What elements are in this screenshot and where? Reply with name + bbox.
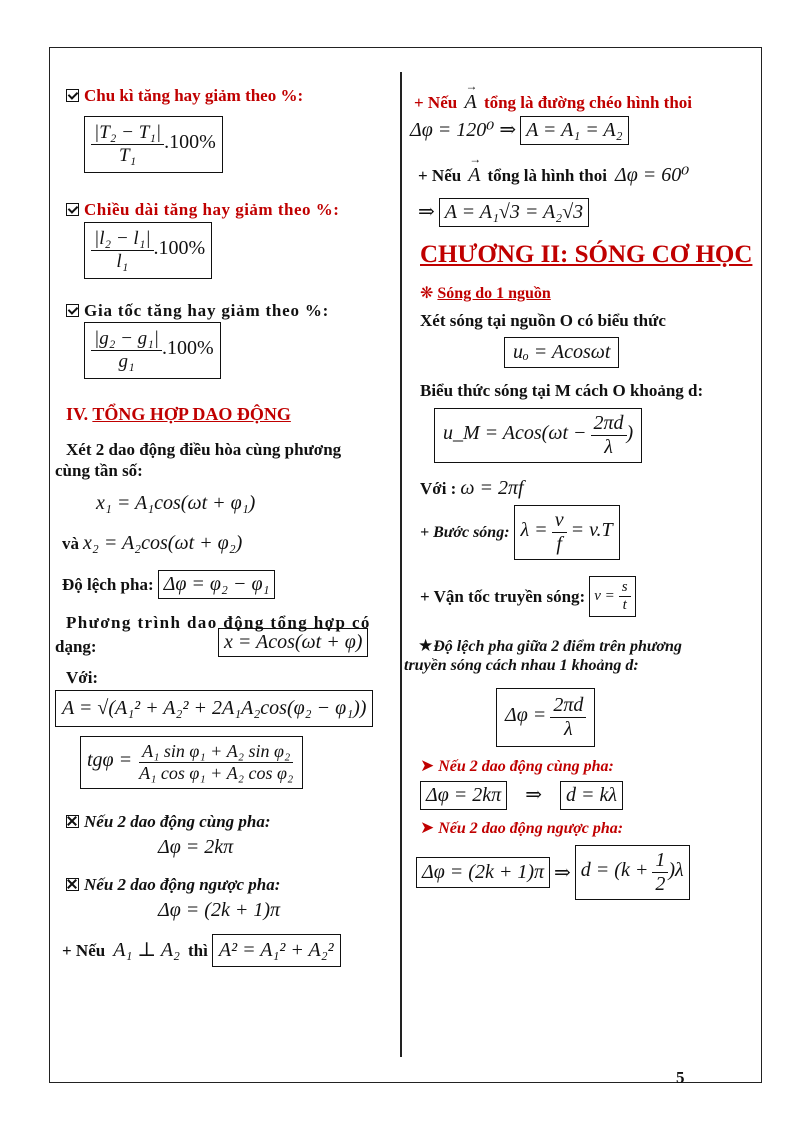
- intro-line-1: Xét 2 dao động điều hòa cùng phương: [66, 440, 342, 459]
- accel-numerator: |g₂ − g₁|: [91, 328, 162, 351]
- antiphase-heading: [66, 875, 280, 895]
- speed-row: [420, 576, 636, 617]
- boxed-x-icon: [66, 815, 79, 828]
- result-formula-wrap: [218, 628, 368, 657]
- wave-antiphase-arrow: ⇒: [554, 862, 571, 884]
- single-source-heading: [420, 283, 551, 303]
- accel-suffix: .100%: [161, 337, 214, 360]
- with-label: Với:: [66, 668, 99, 687]
- speed-label: + Vận tốc truyền sóng:: [420, 586, 586, 606]
- eq-x1: x₁ = A₁cos(ωt + φ₁): [96, 492, 256, 514]
- wave-inphase-formula: Δφ = 2kπ: [420, 781, 507, 810]
- length-heading: [66, 200, 339, 220]
- period-numerator: |T₂ − T₁|: [91, 122, 164, 145]
- wave-inphase-row: [420, 781, 623, 810]
- result-line-1: Phương trình dao động tổng hợp có: [66, 613, 371, 632]
- length-suffix: .100%: [153, 237, 206, 260]
- rhombus-result: A = A₁√3 = A₂√3: [439, 198, 589, 227]
- wave-antiphase-result-right: )λ: [668, 859, 684, 882]
- diag-result-row: [410, 116, 629, 145]
- phase-row: [62, 570, 275, 599]
- accel-title: Gia tốc tăng hay giảm theo %:: [84, 301, 330, 320]
- star-icon: ★: [418, 636, 434, 655]
- wave-inphase-label: Nếu 2 dao động cùng pha:: [438, 758, 614, 775]
- omega-formula: ω = 2πf: [460, 477, 524, 499]
- length-denominator: l₁: [116, 251, 129, 272]
- perp-formula: A² = A₁² + A₂²: [212, 934, 341, 967]
- amp-formula: A = √(A₁² + A₂² + 2A₁A₂cos(φ₂ − φ₁)): [55, 690, 373, 727]
- accel-heading: [66, 301, 329, 321]
- phase-label: Độ lệch pha:: [62, 575, 154, 594]
- phase-formula: Δφ = φ₂ − φ₁: [158, 570, 276, 599]
- wave-antiphase-result-numerator: 1: [652, 849, 668, 873]
- m-formula-box: [434, 408, 642, 463]
- source-formula-wrap: [504, 337, 619, 368]
- wave-antiphase-label: Nếu 2 dao động ngược pha:: [438, 820, 624, 837]
- tan-prefix: tgφ =: [87, 749, 133, 772]
- diag-row: [414, 91, 692, 114]
- m-formula-denominator: λ: [604, 436, 613, 458]
- rhombus-prefix: + Nếu: [418, 166, 462, 185]
- period-title: Chu kì tăng hay giảm theo %:: [84, 86, 304, 105]
- diag-vector: → A: [464, 91, 476, 113]
- rhombus-phase: Δφ = 60⁰: [614, 164, 690, 186]
- length-title: Chiều dài tăng hay giảm theo %:: [84, 200, 340, 219]
- wavelength-label: + Bước sóng:: [420, 523, 510, 541]
- antiphase-formula: Δφ = (2k + 1)π: [158, 899, 281, 921]
- chapter-title: CHƯƠNG II: SÓNG CƠ HỌC: [420, 241, 753, 268]
- omega-label: Với :: [420, 479, 457, 498]
- wave-antiphase-formula: Δφ = (2k + 1)π: [416, 857, 550, 888]
- page-number: 5: [676, 1068, 685, 1087]
- perp-then: thì: [188, 941, 208, 960]
- eq-x2-row: [62, 532, 242, 555]
- length-numerator: |l₂ − l₁|: [91, 228, 154, 251]
- diag-phase: Δφ = 120⁰ ⇒: [410, 119, 517, 141]
- antiphase-label: Nếu 2 dao động ngược pha:: [84, 875, 281, 894]
- inphase-formula: Δφ = 2kπ: [158, 836, 234, 858]
- result-formula: x = Acos(ωt + φ): [218, 628, 368, 657]
- amp-formula-wrap: [55, 690, 373, 727]
- eq-x2: x₂ = A₂cos(ωt + φ₂): [83, 532, 243, 554]
- period-suffix: .100%: [164, 131, 216, 154]
- wavelength-row: [420, 505, 620, 560]
- tan-denominator: A₁ cos φ₁ + A₂ cos φ₂: [139, 763, 294, 783]
- phase-diff-heading: [418, 636, 682, 656]
- period-denominator: T₁: [118, 145, 137, 166]
- wavelength-left: λ =: [520, 519, 548, 542]
- wavelength-numerator: v: [552, 509, 567, 533]
- checkbox-icon: [66, 304, 79, 317]
- arrowhead-icon: ➤: [420, 756, 435, 775]
- section-title: TỔNG HỢP DAO ĐỘNG: [92, 404, 291, 424]
- phase-diff-denominator: λ: [563, 718, 573, 740]
- boxed-x-icon: [66, 878, 79, 891]
- wave-antiphase-heading: [420, 818, 623, 838]
- source-formula: uₒ = Acosωt: [504, 337, 619, 368]
- rhombus-result-row: [418, 198, 589, 227]
- section-iv-heading: [66, 404, 291, 425]
- single-source-label: Sóng do 1 nguồn: [437, 285, 551, 302]
- wave-inphase-result: d = kλ: [560, 781, 623, 810]
- rhombus-arrow: ⇒: [418, 201, 435, 223]
- m-formula-right: ): [626, 422, 634, 445]
- intro-line-2: cùng tần số:: [55, 461, 143, 480]
- wave-inphase-heading: [420, 756, 614, 776]
- wavelength-right: = v.T: [570, 519, 613, 542]
- wave-antiphase-result-left: d = (k +: [580, 859, 649, 882]
- phase-diff-line-1: Độ lệch pha giữa 2 điểm trên phương: [433, 638, 682, 655]
- source-text: Xét sóng tại nguồn O có biểu thức: [420, 311, 666, 330]
- perp-row: [62, 934, 341, 967]
- checkbox-icon: [66, 203, 79, 216]
- result-line-2: dạng:: [55, 637, 97, 656]
- phase-diff-numerator: 2πd: [550, 694, 586, 718]
- rhombus-text: tổng là hình thoi: [487, 166, 607, 185]
- accel-formula-box: [84, 322, 221, 379]
- length-formula-box: [84, 222, 212, 279]
- speed-left: v =: [594, 588, 615, 605]
- column-divider: [400, 72, 402, 1057]
- tan-formula-box: [80, 736, 303, 789]
- eq-x2-prefix: và: [62, 534, 79, 553]
- omega-row: [420, 477, 524, 500]
- diag-text: tổng là đường chéo hình thoi: [483, 93, 693, 112]
- rhombus-vector: → A: [468, 164, 480, 186]
- tan-numerator: A₁ sin φ₁ + A₂ sin φ₂: [139, 741, 293, 763]
- inphase-label: Nếu 2 dao động cùng pha:: [84, 812, 271, 831]
- period-heading: [66, 86, 303, 106]
- rhombus-row: [418, 162, 689, 187]
- wave-inphase-arrow: ⇒: [525, 784, 542, 806]
- speed-numerator: s: [619, 579, 631, 597]
- arrowhead-icon: ➤: [420, 818, 435, 837]
- m-formula-left: u_M = Acos(ωt −: [443, 422, 587, 445]
- speed-denominator: t: [622, 597, 627, 613]
- wavelength-denominator: f: [556, 533, 562, 555]
- perp-vectors: A₁ ⊥ A₂: [113, 939, 181, 961]
- m-formula-numerator: 2πd: [591, 412, 627, 436]
- phase-diff-left: Δφ =: [505, 704, 547, 727]
- checkbox-icon: [66, 89, 79, 102]
- wave-antiphase-result-denominator: 2: [655, 873, 666, 895]
- accel-denominator: g₁: [118, 351, 135, 372]
- phase-diff-box: [496, 688, 595, 747]
- asterisk-icon: ❋: [420, 285, 434, 302]
- diag-result: A = A₁ = A₂: [520, 116, 628, 145]
- inphase-heading: [66, 812, 271, 832]
- diag-label: + Nếu: [414, 93, 458, 112]
- phase-diff-line-2: truyền sóng cách nhau 1 khoảng d:: [404, 657, 639, 674]
- m-text: Biểu thức sóng tại M cách O khoảng d:: [420, 381, 704, 400]
- section-prefix: IV.: [66, 404, 93, 424]
- period-formula-box: [84, 116, 223, 173]
- perp-prefix: + Nếu: [62, 941, 106, 960]
- wave-antiphase-row: [416, 845, 690, 900]
